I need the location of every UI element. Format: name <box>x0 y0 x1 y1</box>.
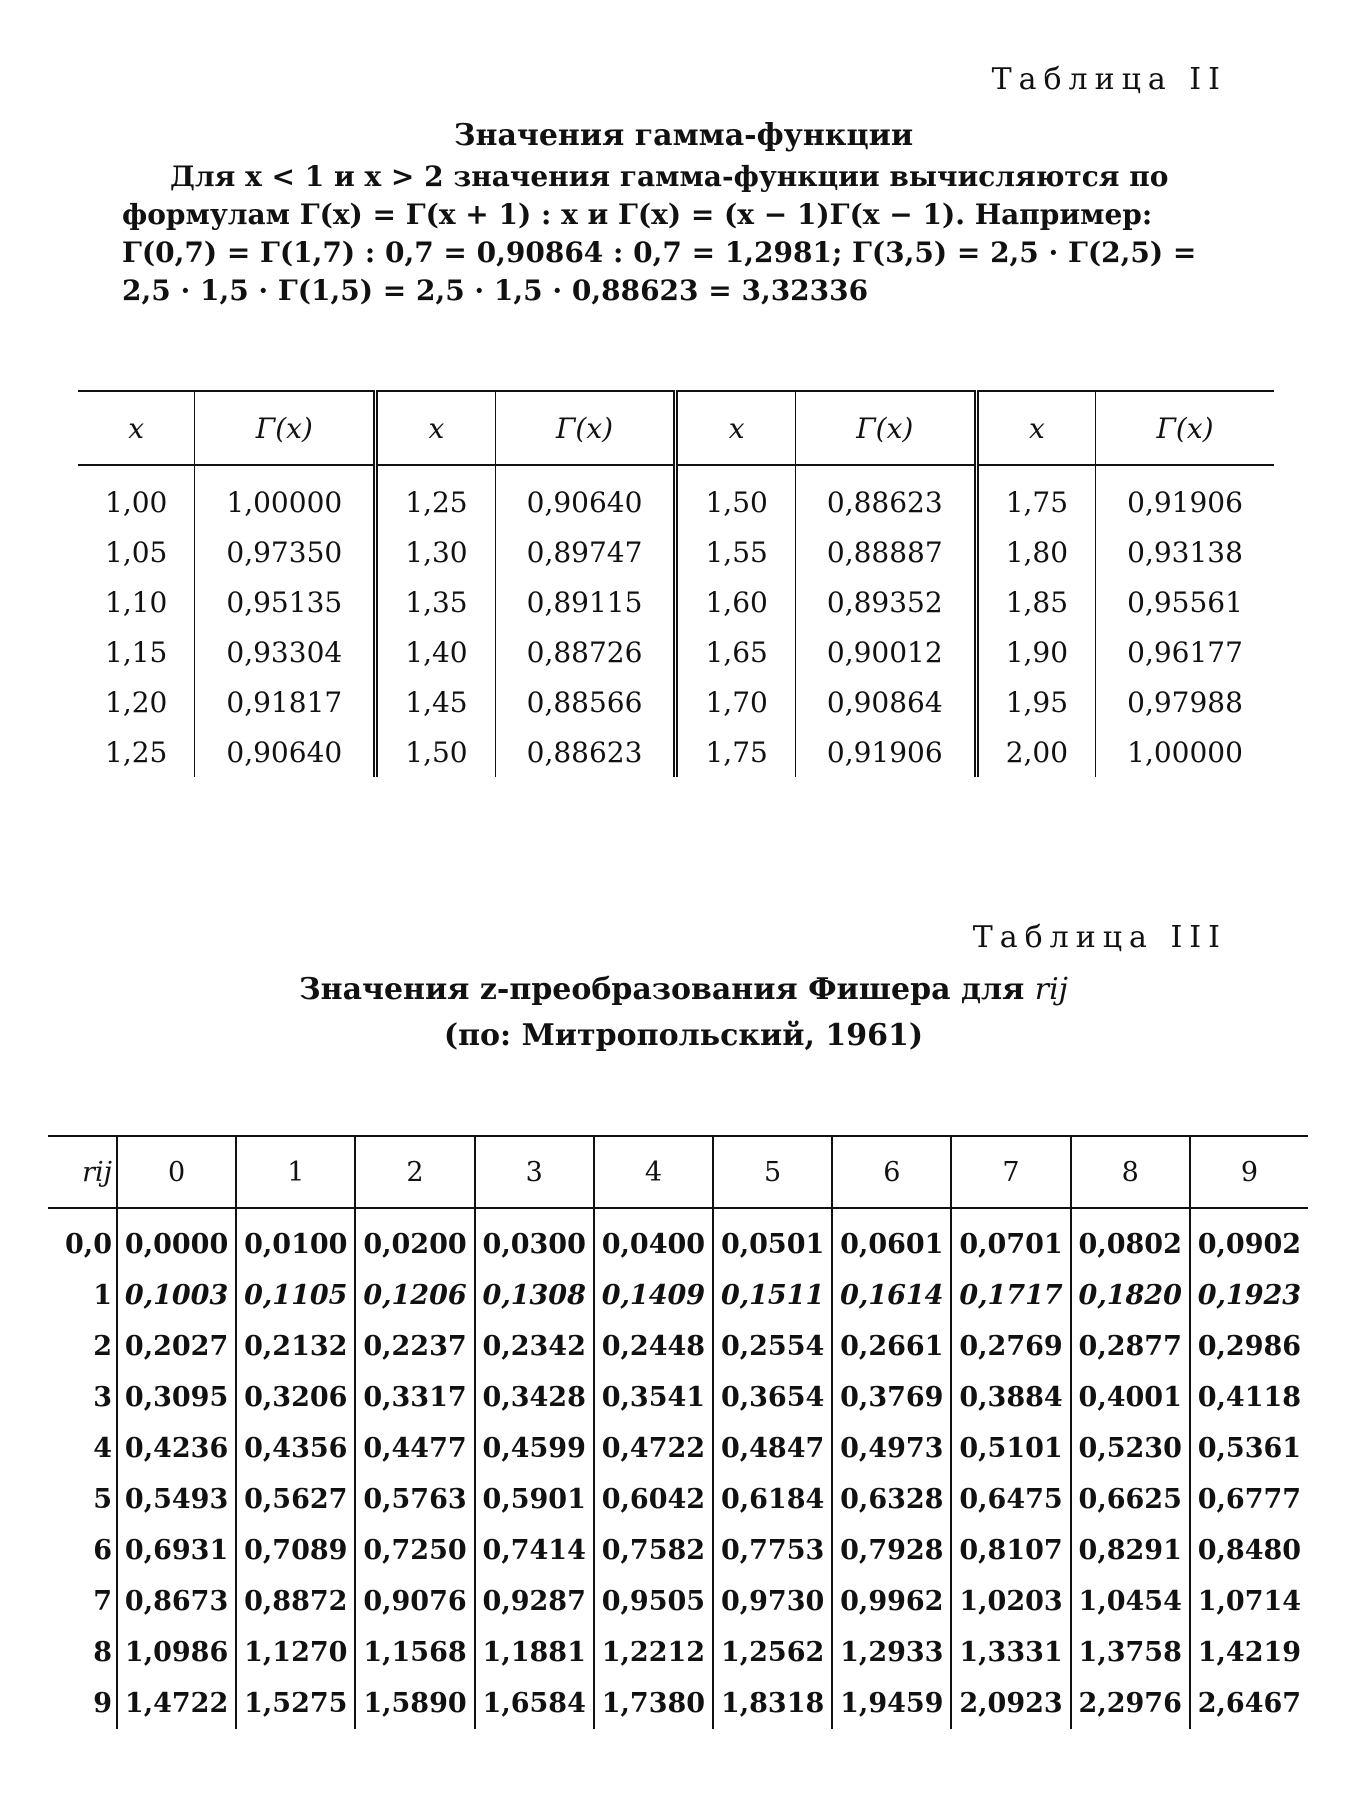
fisher-table-cell: 2,6467 <box>1197 1688 1302 1719</box>
fisher-table-cell: 0,2769 <box>951 1321 1070 1372</box>
fisher-table-cell: 0,1923 <box>1197 1280 1302 1311</box>
gamma-table-cell: 0,90864 <box>795 677 976 727</box>
table2-desc-line: Для x < 1 и x > 2 значения гамма-функции вычисляются по <box>170 160 1169 193</box>
fisher-table-cell: 0,4973 <box>832 1423 951 1474</box>
fisher-table-cell: 0,6184 <box>713 1474 832 1525</box>
fisher-table-cell: 0,0802 <box>1071 1208 1190 1270</box>
fisher-table-cell: 1,1881 <box>475 1627 594 1678</box>
fisher-table-row <box>48 1678 1308 1729</box>
fisher-table-cell: 0,6042 <box>594 1474 713 1525</box>
fisher-table-cell: 1,6584 <box>475 1678 594 1729</box>
fisher-table-cell: 1,8318 <box>713 1678 832 1729</box>
fisher-table-cell: 0,0100 <box>236 1208 355 1270</box>
fisher-table-cell: 1,3758 <box>1071 1627 1190 1678</box>
fisher-table-cell: 0,4001 <box>1071 1372 1190 1423</box>
fisher-table-row <box>48 1525 1308 1576</box>
table3-subtitle: (по: Митропольский, 1961) <box>443 1018 924 1053</box>
fisher-table-cell: 0,8291 <box>1071 1525 1190 1576</box>
fisher-row-label: 7 <box>48 1576 117 1627</box>
fisher-table-row <box>48 1208 1308 1270</box>
table2-description <box>122 158 1234 310</box>
fisher-col-header: 4 <box>594 1136 713 1208</box>
table2-desc-line: Γ(0,7) = Γ(1,7) : 0,7 = 0,90864 : 0,7 = 1,2981; Γ(3,5) = 2,5 · Γ(2,5) = <box>122 236 1197 269</box>
gamma-table-cell: 0,97988 <box>1127 685 1243 719</box>
gamma-table-cell: 1,10 <box>78 577 195 627</box>
fisher-table-cell: 0,7414 <box>475 1525 594 1576</box>
fisher-table-cell: 0,5361 <box>1197 1433 1302 1464</box>
fisher-table-cell: 0,7928 <box>832 1525 951 1576</box>
fisher-table-row <box>48 1576 1308 1627</box>
fisher-table-cell: 0,4236 <box>117 1423 236 1474</box>
gamma-header-cell: x <box>78 391 195 465</box>
table2-title: Значения гамма-функции <box>453 118 914 153</box>
fisher-row-label: 2 <box>48 1321 117 1372</box>
fisher-table-cell: 0,9730 <box>713 1576 832 1627</box>
fisher-table-cell: 0,7089 <box>236 1525 355 1576</box>
gamma-header-cell: Γ(x) <box>1096 391 1274 465</box>
fisher-col-header: 6 <box>832 1136 951 1208</box>
gamma-table-cell: 1,90 <box>976 627 1095 677</box>
gamma-header-cell: Γ(x) <box>495 391 676 465</box>
fisher-row-label: 6 <box>48 1525 117 1576</box>
fisher-table-cell: 0,7582 <box>594 1525 713 1576</box>
fisher-table-cell: 1,4219 <box>1197 1637 1302 1668</box>
fisher-table-cell: 0,5493 <box>117 1474 236 1525</box>
fisher-table-cell: 0,4722 <box>594 1423 713 1474</box>
gamma-table-cell: 1,25 <box>376 465 495 527</box>
gamma-table-cell: 2,00 <box>976 727 1095 777</box>
gamma-table-cell: 0,97350 <box>195 527 376 577</box>
gamma-table-cell: 1,80 <box>976 527 1095 577</box>
fisher-table-cell: 0,1614 <box>832 1270 951 1321</box>
fisher-table-row <box>48 1321 1308 1372</box>
fisher-table-cell: 0,0501 <box>713 1208 832 1270</box>
gamma-table-row <box>78 527 1274 577</box>
fisher-table-cell: 0,8107 <box>951 1525 1070 1576</box>
fisher-table-cell: 0,0200 <box>355 1208 474 1270</box>
fisher-table-body <box>48 1208 1308 1729</box>
gamma-table-cell: 1,20 <box>78 677 195 727</box>
fisher-table-header-row <box>48 1136 1308 1208</box>
fisher-table-cell: 0,5230 <box>1071 1423 1190 1474</box>
fisher-row-label: 4 <box>48 1423 117 1474</box>
gamma-header-cell: Γ(x) <box>195 391 376 465</box>
fisher-table-cell: 0,9962 <box>832 1576 951 1627</box>
fisher-table-cell: 0,3769 <box>832 1372 951 1423</box>
fisher-col-header: 9 <box>1190 1136 1308 1208</box>
fisher-table-cell: 0,1717 <box>951 1270 1070 1321</box>
fisher-table-cell: 0,1511 <box>713 1270 832 1321</box>
gamma-table-cell: 1,55 <box>676 527 795 577</box>
gamma-table-cell: 1,50 <box>676 465 795 527</box>
gamma-table-cell: 0,93138 <box>1127 535 1243 569</box>
gamma-table-cell: 0,89352 <box>795 577 976 627</box>
gamma-table-cell: 1,30 <box>376 527 495 577</box>
fisher-table-cell: 0,3206 <box>236 1372 355 1423</box>
fisher-row-label: 0,0 <box>48 1208 117 1270</box>
gamma-table-cell: 1,15 <box>78 627 195 677</box>
fisher-table-cell: 0,4118 <box>1197 1382 1302 1413</box>
fisher-col-header: 3 <box>475 1136 594 1208</box>
fisher-table-cell: 0,1206 <box>355 1270 474 1321</box>
fisher-table-cell: 1,2933 <box>832 1627 951 1678</box>
gamma-table-row <box>78 465 1274 527</box>
gamma-table-cell: 1,40 <box>376 627 495 677</box>
fisher-row-label: 1 <box>48 1270 117 1321</box>
fisher-table-row <box>48 1627 1308 1678</box>
fisher-table-cell: 0,4477 <box>355 1423 474 1474</box>
fisher-table-cell: 1,7380 <box>594 1678 713 1729</box>
fisher-table-cell: 0,8480 <box>1197 1535 1302 1566</box>
gamma-table-body <box>78 465 1274 777</box>
table3-label: Таблица III <box>972 920 1227 955</box>
fisher-row-label: 5 <box>48 1474 117 1525</box>
gamma-header-cell: Γ(x) <box>795 391 976 465</box>
table2-label: Таблица II <box>991 62 1227 97</box>
gamma-table-row <box>78 677 1274 727</box>
table3-title-text: Значения z-преобразования Фишера для <box>298 972 1025 1007</box>
gamma-table-cell: 0,95135 <box>195 577 376 627</box>
gamma-table-row <box>78 727 1274 777</box>
fisher-table-cell: 0,3541 <box>594 1372 713 1423</box>
fisher-table-cell: 0,4356 <box>236 1423 355 1474</box>
fisher-table-cell: 0,4847 <box>713 1423 832 1474</box>
fisher-table-cell: 0,2661 <box>832 1321 951 1372</box>
fisher-table-cell: 1,3331 <box>951 1627 1070 1678</box>
fisher-table-row <box>48 1474 1308 1525</box>
table2-desc-line: 2,5 · 1,5 · Γ(1,5) = 2,5 · 1,5 · 0,88623 = 3,32336 <box>122 274 869 307</box>
fisher-table-cell: 0,0000 <box>117 1208 236 1270</box>
fisher-table-cell: 0,2027 <box>117 1321 236 1372</box>
fisher-row-label: 9 <box>48 1678 117 1729</box>
gamma-table-cell: 1,50 <box>376 727 495 777</box>
gamma-header-cell: x <box>376 391 495 465</box>
fisher-table-cell: 0,1003 <box>117 1270 236 1321</box>
fisher-table-cell: 2,2976 <box>1071 1678 1190 1729</box>
fisher-table-cell: 0,7753 <box>713 1525 832 1576</box>
gamma-table-cell: 0,95561 <box>1127 585 1243 619</box>
fisher-col-header: 8 <box>1071 1136 1190 1208</box>
fisher-table-cell: 1,0203 <box>951 1576 1070 1627</box>
fisher-table-cell: 0,2132 <box>236 1321 355 1372</box>
fisher-table-cell: 0,2342 <box>475 1321 594 1372</box>
gamma-table-cell: 0,88726 <box>495 627 676 677</box>
fisher-table-cell: 0,2554 <box>713 1321 832 1372</box>
fisher-table-cell: 2,0923 <box>951 1678 1070 1729</box>
fisher-table-cell: 0,7250 <box>355 1525 474 1576</box>
gamma-table-cell: 1,35 <box>376 577 495 627</box>
gamma-header-cell: x <box>976 391 1095 465</box>
fisher-table-cell: 0,6475 <box>951 1474 1070 1525</box>
fisher-table-cell: 0,2986 <box>1197 1331 1302 1362</box>
gamma-table-cell: 1,60 <box>676 577 795 627</box>
fisher-col-header: 7 <box>951 1136 1070 1208</box>
fisher-table-cell: 0,2448 <box>594 1321 713 1372</box>
fisher-table-cell: 0,6931 <box>117 1525 236 1576</box>
gamma-table-cell: 0,88566 <box>495 677 676 727</box>
gamma-table-cell: 1,05 <box>78 527 195 577</box>
fisher-table-cell: 0,3654 <box>713 1372 832 1423</box>
gamma-header-cell: x <box>676 391 795 465</box>
gamma-table-cell: 1,95 <box>976 677 1095 727</box>
gamma-table-cell: 1,75 <box>976 465 1095 527</box>
fisher-row-header: rij <box>48 1136 117 1208</box>
fisher-z-table <box>48 1135 1308 1729</box>
fisher-table-cell: 1,5890 <box>355 1678 474 1729</box>
gamma-table-cell: 1,00000 <box>195 465 376 527</box>
fisher-row-label: 3 <box>48 1372 117 1423</box>
fisher-table-cell: 0,5763 <box>355 1474 474 1525</box>
fisher-table-cell: 0,0400 <box>594 1208 713 1270</box>
fisher-col-header: 5 <box>713 1136 832 1208</box>
fisher-table-cell: 0,6625 <box>1071 1474 1190 1525</box>
fisher-table-cell: 0,1409 <box>594 1270 713 1321</box>
gamma-table-row <box>78 577 1274 627</box>
gamma-table-cell: 0,88623 <box>795 465 976 527</box>
gamma-table-cell: 1,00 <box>78 465 195 527</box>
fisher-table-cell: 0,4599 <box>475 1423 594 1474</box>
fisher-table-cell: 0,1105 <box>236 1270 355 1321</box>
fisher-table-cell: 0,3317 <box>355 1372 474 1423</box>
fisher-table-cell: 0,0902 <box>1197 1229 1302 1260</box>
fisher-table-cell: 1,1270 <box>236 1627 355 1678</box>
fisher-table-row <box>48 1423 1308 1474</box>
gamma-table-header-row <box>78 391 1274 465</box>
fisher-row-label: 8 <box>48 1627 117 1678</box>
gamma-table-cell: 0,89747 <box>495 527 676 577</box>
fisher-table-cell: 0,8673 <box>117 1576 236 1627</box>
gamma-table-cell: 0,88623 <box>495 727 676 777</box>
gamma-table-cell: 1,00000 <box>1127 735 1243 769</box>
fisher-table-row <box>48 1372 1308 1423</box>
fisher-col-header: 2 <box>355 1136 474 1208</box>
gamma-table-cell: 0,91906 <box>1127 485 1243 519</box>
fisher-table-cell: 1,1568 <box>355 1627 474 1678</box>
fisher-table-cell: 0,5901 <box>475 1474 594 1525</box>
fisher-table-cell: 0,2877 <box>1071 1321 1190 1372</box>
fisher-table-cell: 0,9505 <box>594 1576 713 1627</box>
fisher-table-cell: 1,5275 <box>236 1678 355 1729</box>
gamma-table-cell: 1,45 <box>376 677 495 727</box>
gamma-table-cell: 0,91817 <box>195 677 376 727</box>
fisher-col-header: 1 <box>236 1136 355 1208</box>
fisher-table-cell: 1,2562 <box>713 1627 832 1678</box>
fisher-table-cell: 0,3095 <box>117 1372 236 1423</box>
gamma-table <box>78 390 1274 777</box>
gamma-table-cell: 0,90012 <box>795 627 976 677</box>
gamma-table-cell: 1,70 <box>676 677 795 727</box>
fisher-table-cell: 0,0701 <box>951 1208 1070 1270</box>
gamma-table-row <box>78 627 1274 677</box>
fisher-table-cell: 0,6777 <box>1197 1484 1302 1515</box>
table3-title <box>0 972 1367 1007</box>
table3-title-variable: rij <box>1034 972 1068 1007</box>
fisher-table-cell: 1,9459 <box>832 1678 951 1729</box>
fisher-table-cell: 0,1308 <box>475 1270 594 1321</box>
fisher-table-cell: 0,1820 <box>1071 1270 1190 1321</box>
gamma-table-cell: 0,90640 <box>495 465 676 527</box>
fisher-table-cell: 0,5101 <box>951 1423 1070 1474</box>
fisher-table-cell: 0,8872 <box>236 1576 355 1627</box>
fisher-table-cell: 0,6328 <box>832 1474 951 1525</box>
fisher-col-header: 0 <box>117 1136 236 1208</box>
fisher-table-cell: 0,0300 <box>475 1208 594 1270</box>
fisher-table-row <box>48 1270 1308 1321</box>
fisher-table-cell: 0,9076 <box>355 1576 474 1627</box>
gamma-table-cell: 0,93304 <box>195 627 376 677</box>
gamma-table-cell: 1,85 <box>976 577 1095 627</box>
gamma-table-cell: 1,65 <box>676 627 795 677</box>
fisher-table-cell: 0,0601 <box>832 1208 951 1270</box>
fisher-table-cell: 0,5627 <box>236 1474 355 1525</box>
fisher-table-cell: 1,2212 <box>594 1627 713 1678</box>
gamma-table-cell: 0,88887 <box>795 527 976 577</box>
fisher-table-cell: 1,0986 <box>117 1627 236 1678</box>
fisher-table-cell: 0,3428 <box>475 1372 594 1423</box>
table2-desc-line: формулам Γ(x) = Γ(x + 1) : x и Γ(x) = (x − 1)Γ(x − 1). Например: <box>122 198 1153 231</box>
gamma-table-cell: 0,89115 <box>495 577 676 627</box>
fisher-table-cell: 1,0714 <box>1197 1586 1302 1617</box>
fisher-table-cell: 0,2237 <box>355 1321 474 1372</box>
gamma-table-cell: 1,75 <box>676 727 795 777</box>
fisher-table-cell: 1,0454 <box>1071 1576 1190 1627</box>
gamma-table-cell: 1,25 <box>78 727 195 777</box>
gamma-table-cell: 0,91906 <box>795 727 976 777</box>
gamma-table-cell: 0,96177 <box>1127 635 1243 669</box>
fisher-table-cell: 1,4722 <box>117 1678 236 1729</box>
fisher-table-cell: 0,9287 <box>475 1576 594 1627</box>
gamma-table-cell: 0,90640 <box>195 727 376 777</box>
fisher-table-cell: 0,3884 <box>951 1372 1070 1423</box>
